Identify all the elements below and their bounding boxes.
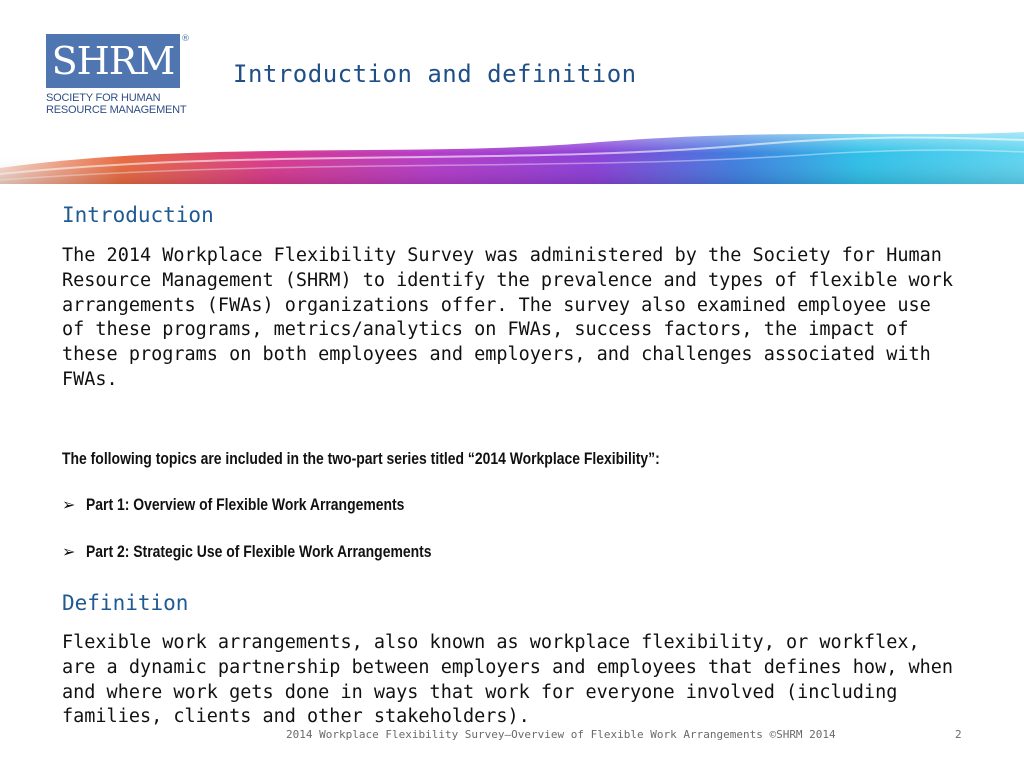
- definition-body: Flexible work arrangements, also known as workplace flexibility, or workflex, are a dynamic partnership between employers and employees that defines how, when and where work gets done in ways that work for everyone involved (including families, clients and other stakeholders).: [62, 632, 954, 728]
- topic-item-label: Part 1: Overview of Flexible Work Arrangements: [86, 495, 405, 514]
- logo-subtitle-line2: RESOURCE MANAGEMENT: [46, 104, 187, 116]
- logo-box: [46, 34, 180, 88]
- definition-heading: Definition: [62, 591, 189, 615]
- logo-subtitle-line1: SOCIETY FOR HUMAN: [46, 92, 161, 104]
- topics-lead: The following topics are included in the two-part series titled “2014 Workplace Flexibility”:: [62, 449, 660, 468]
- introduction-heading: Introduction: [62, 203, 214, 227]
- registered-mark: ®: [181, 34, 190, 44]
- logo-subtitle: [46, 92, 196, 116]
- footer-text: 2014 Workplace Flexibility Survey—Overview of Flexible Work Arrangements ©SHRM 2014: [286, 728, 836, 741]
- introduction-body: The 2014 Workplace Flexibility Survey was administered by the Society for Human Resource Management (SHRM) to identify the prevalence and types of flexible work arrangements (FWAs) organizations offer. The survey also examined employee use of these programs, metrics/analytics on FWAs, success factors, the impact of these programs on both employees and employers, and challenges associated with FWAs.: [62, 245, 954, 390]
- slide-title: Introduction and definition: [233, 60, 637, 88]
- arrow-bullet-icon: ➢: [62, 495, 76, 514]
- page-number: 2: [955, 728, 962, 741]
- topic-item-label: Part 2: Strategic Use of Flexible Work Arrangements: [86, 542, 432, 561]
- topic-item: [62, 495, 474, 515]
- banner-shine: [0, 128, 1024, 184]
- arrow-bullet-icon: ➢: [62, 542, 76, 561]
- shrm-logo: [46, 34, 196, 120]
- logo-wordmark: SHRM: [51, 39, 175, 83]
- topic-item: [62, 542, 507, 562]
- decorative-banner: [0, 128, 1024, 184]
